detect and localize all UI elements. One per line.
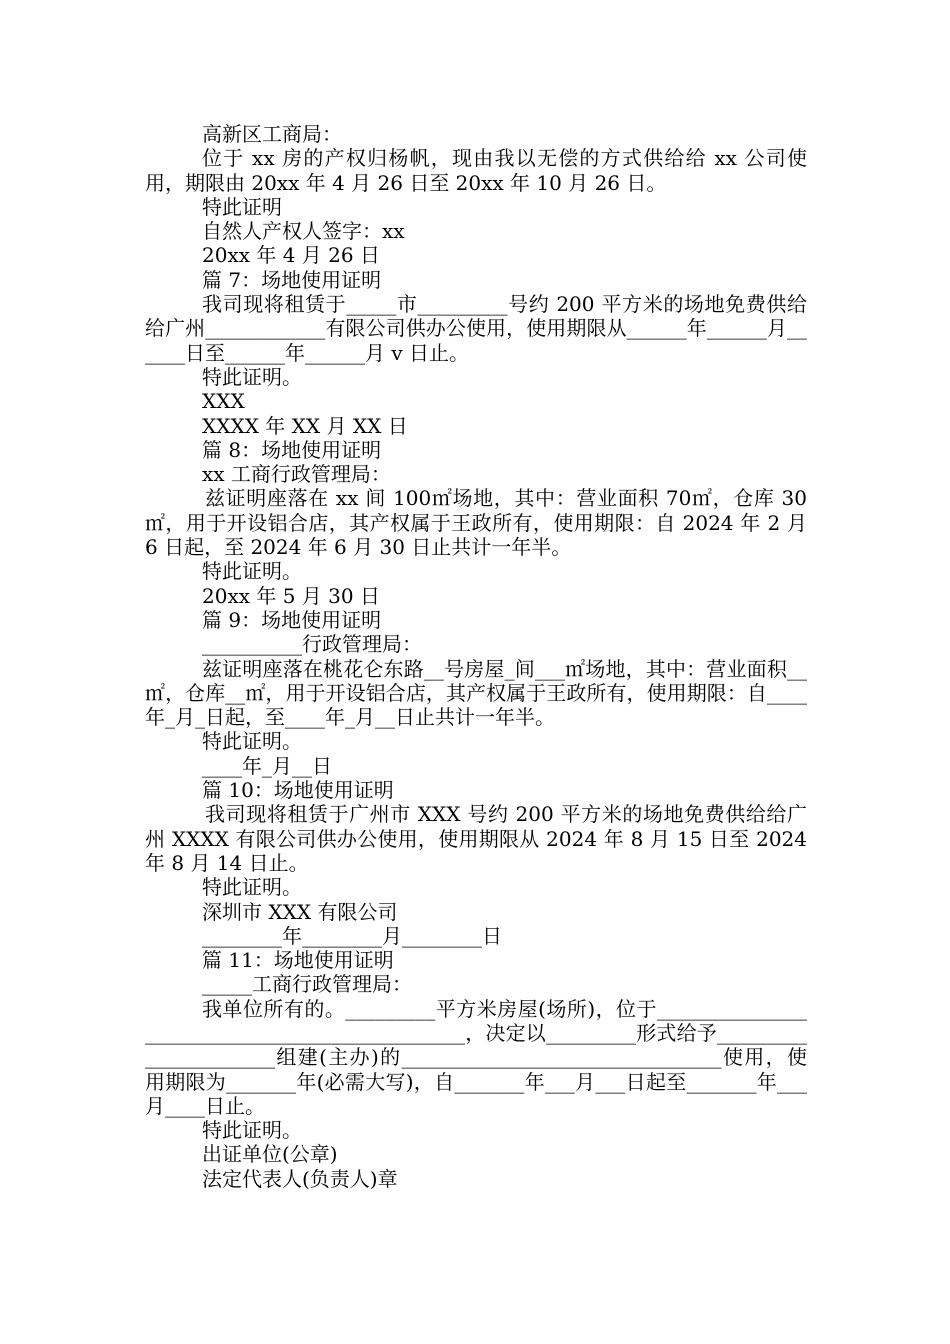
date-line: ________年________月________日: [202, 923, 502, 948]
body-paragraph: 位于 xx 房的产权归杨帆，现由我以无偿的方式供给给 xx 公司使用，期限由 20xx 年 4 月 26 日至 20xx 年 10 月 26 日。: [145, 146, 807, 195]
section-heading: 篇 9：场地使用证明: [202, 607, 382, 632]
addressee-line: 高新区工商局：: [202, 122, 342, 146]
date-line: 20xx 年 5 月 30 日: [202, 583, 380, 608]
date-line: XXXX 年 XX 月 XX 日: [202, 413, 408, 438]
section-heading: 篇 7：场地使用证明: [202, 267, 382, 292]
signer-line: XXX: [202, 389, 245, 414]
addressee-line: __________行政管理局：: [202, 632, 422, 657]
body-paragraph: 我司现将租赁于广州市 XXX 号约 200 平方米的场地免费供给给广州 XXXX 有限公司供办公使用，使用期限从 2024 年 8 月 15 日至 2024 年 8 月 14 日止。: [145, 802, 814, 875]
certification-line: 特此证明。: [202, 729, 302, 754]
date-line: ____年_月__日: [202, 753, 332, 778]
certification-line: 特此证明。: [202, 875, 302, 900]
certification-line: 特此证明。: [202, 364, 302, 389]
signature-line: 自然人产权人签字：xx: [202, 219, 405, 244]
document-body: [145, 122, 814, 1191]
date-line: 20xx 年 4 月 26 日: [202, 243, 380, 268]
signer-line: 深圳市 XXX 有限公司: [202, 899, 398, 924]
section-heading: 篇 11：场地使用证明: [202, 948, 394, 973]
certification-line: 特此证明。: [202, 1118, 302, 1143]
section-heading: 篇 10：场地使用证明: [202, 778, 394, 803]
addressee-line: _____工商行政管理局：: [202, 972, 412, 997]
seal-line: 出证单位(公章): [202, 1142, 338, 1167]
body-paragraph: 我司现将租赁于_____市_________号约 200 平方米的场地免费供给给广州____________有限公司供办公使用，使用期限从______年______月______日至______年______月 v 日止。: [145, 292, 807, 365]
body-paragraph: 我单位所有的。_________平方米房屋(场所)，位于_______________________________________________，决定以_________形式给予______________________组建(主办)的________________________________使用，使用期限为_______年(必需大写)，自_______年___月___日起至_______年___月____日止。: [145, 996, 807, 1118]
body-paragraph: 兹证明座落在 xx 间 100㎡场地，其中：营业面积 70㎡，仓库 30㎡，用于开设铝合店，其产权属于王政所有，使用期限：自 2024 年 2 月 6 日起，至 2024 年 6 月 30 日止共计一年半。: [145, 486, 814, 560]
section-heading: 篇 8：场地使用证明: [202, 437, 382, 462]
representative-seal-line: 法定代表人(负责人)章: [202, 1166, 398, 1191]
body-paragraph: 兹证明座落在桃花仑东路__号房屋_间___㎡场地，其中：营业面积__㎡，仓库__㎡，用于开设铝合店，其产权属于王政所有，使用期限：自____年_月_日起，至____年_月__日止共计一年半。: [145, 656, 807, 730]
certification-line: 特此证明。: [202, 559, 302, 584]
addressee-line: xx 工商行政管理局：: [202, 462, 391, 487]
certification-line: 特此证明: [202, 194, 282, 219]
